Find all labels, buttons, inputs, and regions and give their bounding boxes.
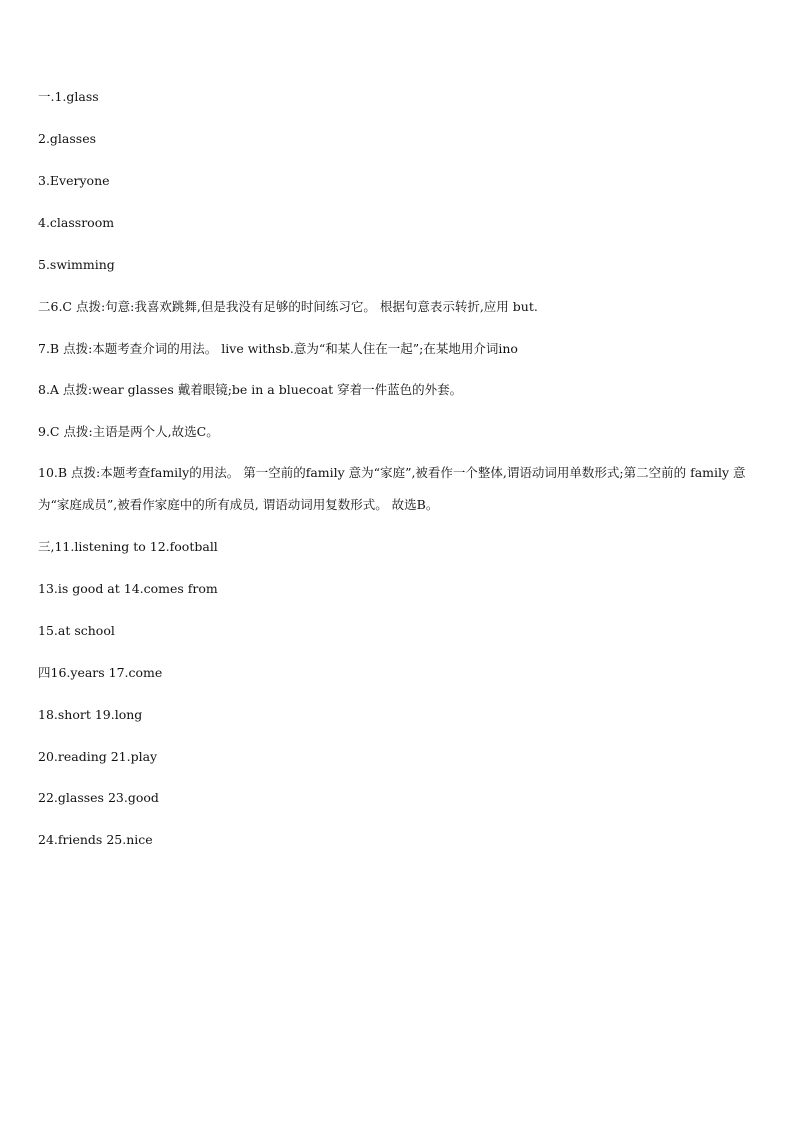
answer-line-4: 4.classroom xyxy=(38,215,115,230)
answer-line-10: 10.B 点拨:本题考查family的用法。 第一空前的family 意为“家庭”,被看作一个整体,谓语动词用单数形式;第二空前的 family 意为“家庭成员”,被看作家庭中的所有成员, 谓语动词用复数形式。 故选B。 xyxy=(38,465,746,512)
answer-line-12: 13.is good at 14.comes from xyxy=(38,581,218,596)
answer-line-6: 二6.C 点拨:句意:我喜欢跳舞,但是我没有足够的时间练习它。 根据句意表示转折,应用 but. xyxy=(38,299,538,314)
answer-line-5: 5.swimming xyxy=(38,257,115,272)
answer-line-2: 2.glasses xyxy=(38,131,97,146)
answer-line-8: 8.A 点拨:wear glasses 戴着眼镜;be in a bluecoat 穿着一件蓝色的外套。 xyxy=(38,382,463,397)
answer-line-3: 3.Everyone xyxy=(38,173,110,188)
answer-line-1: 一.1.glass xyxy=(38,89,99,104)
answer-line-11: 三,11.listening to 12.football xyxy=(38,539,218,554)
answer-line-16: 20.reading 21.play xyxy=(38,749,158,764)
answer-line-13: 15.at school xyxy=(38,623,115,638)
answer-line-9: 9.C 点拨:主语是两个人,故选C。 xyxy=(38,424,219,439)
answer-line-7: 7.B 点拨:本题考查介词的用法。 live withsb.意为“和某人住在一起”;在某地用介词ino xyxy=(38,341,518,356)
answer-line-17: 22.glasses 23.good xyxy=(38,790,159,805)
answer-line-15: 18.short 19.long xyxy=(38,707,143,722)
answer-line-18: 24.friends 25.nice xyxy=(38,832,153,847)
answer-line-14: 四16.years 17.come xyxy=(38,665,163,680)
